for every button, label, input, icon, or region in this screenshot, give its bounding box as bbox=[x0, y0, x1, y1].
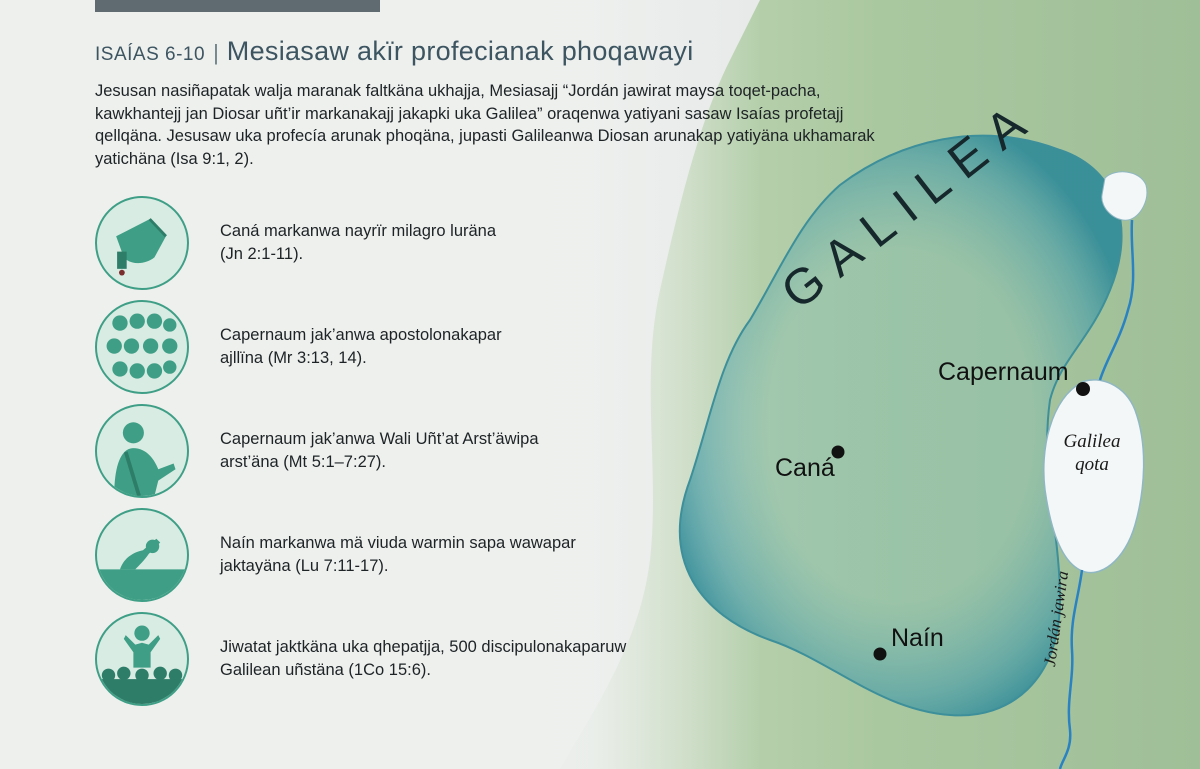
event-item bbox=[95, 403, 735, 498]
river-label: Jordán jawira bbox=[1040, 569, 1073, 668]
event-citation: Galilean uñstäna (1Co 15:6). bbox=[220, 660, 431, 679]
nain-label: Naín bbox=[891, 624, 944, 652]
event-line: Naín markanwa mä viuda warmin sapa wawapar bbox=[220, 534, 576, 552]
intro-paragraph: Jesusan nasiñapatak walja maranak faltkäna ukhajja, Mesiasajj “Jordán jawirat maysa toqet-pacha, kawkhantejj jan Diosar uñt’ir markanakajj jakapki uka Galilea” oraqenwa yatiyani sasaw Isaías profetajj qellqäna. Jesusaw uka profecía arunak phoqäna, jupasti Galileanwa Diosan arunakap yatiyäna ukhamarak yatichäna (Isa 9:1, 2). bbox=[95, 82, 875, 168]
water-jar-icon bbox=[95, 196, 189, 290]
event-text bbox=[220, 220, 720, 265]
capernaum-dot bbox=[1076, 382, 1090, 396]
event-line: Capernaum jak’anwa apostolonakapar bbox=[220, 326, 502, 344]
son-raised-icon bbox=[95, 508, 189, 602]
event-citation: ajllïna (Mr 3:13, 14). bbox=[220, 348, 367, 367]
event-text bbox=[220, 532, 720, 577]
crowd-icon bbox=[95, 612, 189, 706]
page-title: Mesiasaw akïr profecianak phoqawayi bbox=[226, 36, 694, 66]
jesus-teaching-icon bbox=[95, 404, 189, 498]
event-item bbox=[95, 195, 735, 290]
event-citation: arst’äna (Mt 5:1–7:27). bbox=[220, 452, 386, 471]
event-line: Caná markanwa nayrïr milagro luräna bbox=[220, 222, 497, 240]
event-citation: jaktayäna (Lu 7:11-17). bbox=[220, 556, 389, 575]
nain-dot bbox=[874, 648, 887, 661]
sea-label-line1: Galilea bbox=[1063, 431, 1121, 452]
event-line: Jiwatat jaktkäna uka qhepatjja, 500 discipulonakaparuw bbox=[220, 638, 627, 656]
event-citation: (Jn 2:1-11). bbox=[220, 244, 304, 263]
header-separator: | bbox=[213, 40, 219, 65]
capernaum-label: Capernaum bbox=[938, 358, 1069, 386]
event-text bbox=[220, 636, 720, 681]
page-header bbox=[95, 36, 855, 67]
scripture-reference: ISAÍAS 6-10 bbox=[95, 44, 206, 65]
galilea-region-label: GALILEA bbox=[770, 87, 1047, 320]
event-item bbox=[95, 507, 735, 602]
cana-label: Caná bbox=[775, 454, 835, 482]
event-item bbox=[95, 299, 735, 394]
top-bar bbox=[95, 0, 380, 12]
twelve-apostles-icon bbox=[95, 300, 189, 394]
sea-label-line2: qota bbox=[1075, 454, 1109, 475]
event-line: Capernaum jak’anwa Wali Uñt’at Arst’äwipa bbox=[220, 430, 539, 448]
sea-label bbox=[1052, 430, 1132, 476]
event-item bbox=[95, 611, 735, 706]
event-text bbox=[220, 324, 720, 369]
event-text bbox=[220, 428, 720, 473]
